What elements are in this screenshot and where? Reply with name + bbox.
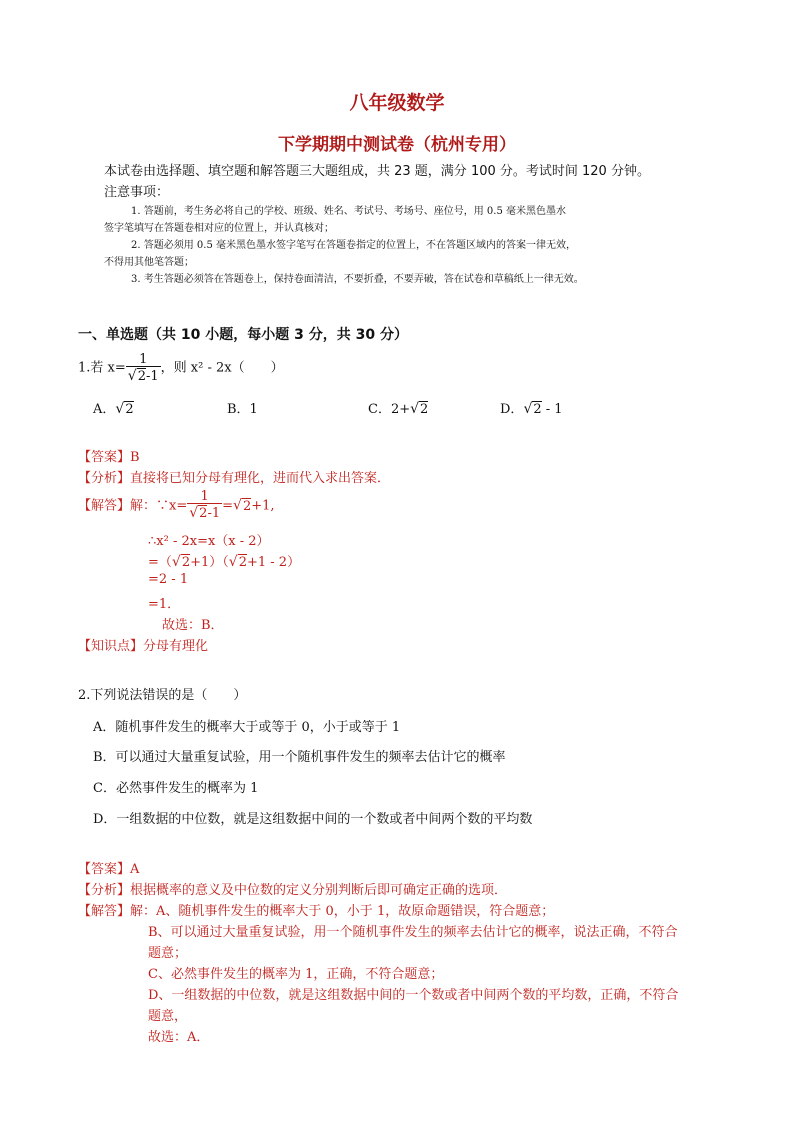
q1-option-d [500, 398, 563, 417]
sqrt-icon: √ [233, 497, 242, 514]
sol-fraction [187, 490, 222, 520]
sol-prefix: 解：∵x= [130, 498, 188, 514]
note-line-1: 1. 答题前，考生务必将自己的学校、班级、姓名、考试号、考场号、座位号，用 0.5 毫米黑色墨水 [131, 206, 566, 217]
sol3-b: +1）（ [190, 555, 229, 570]
q2-solution-line-2: B、可以通过大量重复试验，用一个随机事件发生的频率去估计它的概率，说法正确，不符合 [148, 925, 678, 940]
option-a-rad: 2 [125, 402, 134, 417]
intro-line: 本试卷由选择题、填空题和解答题三大题组成，共 23 题，满分 100 分。考试时间 120 分钟。 [104, 164, 650, 179]
q1-solution-line-5: =1． [148, 597, 181, 612]
sqrt-icon: √ [228, 554, 238, 570]
note-line-2: 签字笔填写在答题卷相对应的位置上，并认真核对； [104, 223, 334, 234]
sol3-c: +1 - 2） [246, 555, 301, 570]
analysis-text: 直接将已知分母有理化，进而代入求出答案． [130, 471, 391, 486]
sol3-rad2: 2 [238, 555, 247, 570]
sqrt-icon: √ [189, 505, 199, 521]
q1-option-b: B．1 [227, 402, 258, 417]
q1-frac-den-tail: -1 [145, 369, 159, 384]
q2-answer [78, 858, 139, 877]
option-d-rad: 2 [533, 402, 542, 417]
analysis-label: 【分析】 [78, 883, 131, 898]
q1-option-a [93, 398, 134, 417]
sol-rad: 2 [242, 498, 252, 514]
q1-frac-den-rad: 2 [137, 369, 146, 384]
analysis-label: 【分析】 [78, 471, 131, 486]
sol-frac-den-tail: -1 [207, 506, 221, 521]
sol-tail: +1, [251, 498, 275, 514]
answer-value: B [130, 450, 140, 465]
q2-solution-line-4: C、必然事件发生的概率为 1，正确，不符合题意； [148, 967, 444, 982]
sol-frac-den-rad: 2 [199, 506, 208, 521]
sol3-rad1: 2 [181, 555, 191, 570]
sqrt-icon: √ [410, 401, 420, 417]
q1-solution-line-3 [148, 551, 300, 570]
q2-option-a: A．随机事件发生的概率大于或等于 0，小于或等于 1 [93, 720, 401, 735]
option-d-tail: - 1 [541, 402, 563, 417]
sqrt-icon: √ [115, 401, 125, 417]
page-subtitle: 下学期期中测试卷（杭州专用） [278, 135, 516, 155]
q1-frac-den [126, 367, 161, 383]
sol-frac-den [187, 504, 222, 520]
q1-answer [78, 446, 140, 465]
page-title: 八年级数学 [349, 92, 445, 114]
q1-solution-line-4: =2 - 1 [148, 572, 189, 587]
q1-suffix: ，则 x² - 2x（ ） [160, 360, 284, 376]
answer-label: 【答案】 [78, 450, 131, 465]
q2-solution-line-5: D、一组数据的中位数，就是这组数据中间的一个数或者中间两个数的平均数，正确，不符合 [148, 988, 679, 1003]
answer-value: A [130, 862, 140, 877]
question-1-stem [78, 353, 284, 383]
sol-frac-num: 1 [187, 490, 222, 504]
q2-solution-line-6: 题意， [148, 1009, 188, 1024]
sqrt-icon: √ [523, 401, 533, 417]
sol-text: 解：A、随机事件发生的概率大于 0，小于 1，故原命题错误，符合题意； [130, 904, 555, 919]
q1-solution-line-2: ∴x² - 2x=x（x - 2） [148, 534, 270, 549]
option-c-label: C．2+ [368, 402, 411, 417]
sqrt-icon: √ [127, 368, 137, 384]
sol3-a: =（ [148, 555, 172, 570]
knowledge-label: 【知识点】 [78, 639, 144, 654]
q1-prefix: 1.若 x= [78, 360, 126, 376]
q1-fraction [126, 353, 161, 383]
q1-knowledge [78, 635, 208, 654]
q2-analysis [78, 879, 507, 898]
q2-solution-line-7: 故选：A． [148, 1030, 210, 1045]
option-c-rad: 2 [420, 402, 429, 417]
notice-title: 注意事项： [104, 185, 170, 200]
solution-label: 【解答】 [78, 498, 131, 514]
q1-solution-line-1 [78, 490, 275, 520]
q2-solution-line-3: 题意； [148, 946, 188, 961]
q1-frac-num: 1 [126, 353, 161, 367]
answer-label: 【答案】 [78, 862, 131, 877]
sqrt-icon: √ [171, 554, 181, 570]
sol-mid: = [222, 498, 234, 514]
q2-option-d: D．一组数据的中位数，就是这组数据中间的一个数或者中间两个数的平均数 [93, 812, 533, 827]
option-d-label: D． [500, 402, 524, 417]
question-2-stem: 2.下列说法错误的是（ ） [78, 688, 247, 703]
q2-solution-line-1 [78, 900, 554, 919]
q1-solution-line-6: 故选：B． [162, 618, 224, 633]
solution-label: 【解答】 [78, 904, 131, 919]
q1-analysis [78, 467, 390, 486]
section-heading: 一、单选题（共 10 小题，每小题 3 分，共 30 分） [78, 327, 408, 343]
note-line-4: 不得用其他笔答题； [104, 257, 194, 268]
q2-option-b: B．可以通过大量重复试验，用一个随机事件发生的频率去估计它的概率 [93, 750, 506, 765]
note-line-5: 3. 考生答题必须答在答题卷上，保持卷面清洁，不要折叠，不要弄破，答在试卷和草稿纸上一律无效。 [131, 274, 584, 285]
note-line-3: 2. 答题必须用 0.5 毫米黑色墨水签字笔写在答题卷指定的位置上，不在答题区域内的答案一律无效， [131, 240, 576, 251]
analysis-text: 根据概率的意义及中位数的定义分别判断后即可确定正确的选项． [130, 883, 508, 898]
knowledge-text: 分母有理化 [143, 639, 209, 654]
q1-option-c [368, 398, 428, 417]
option-a-label: A． [93, 402, 116, 417]
q2-option-c: C．必然事件发生的概率为 1 [93, 781, 259, 796]
